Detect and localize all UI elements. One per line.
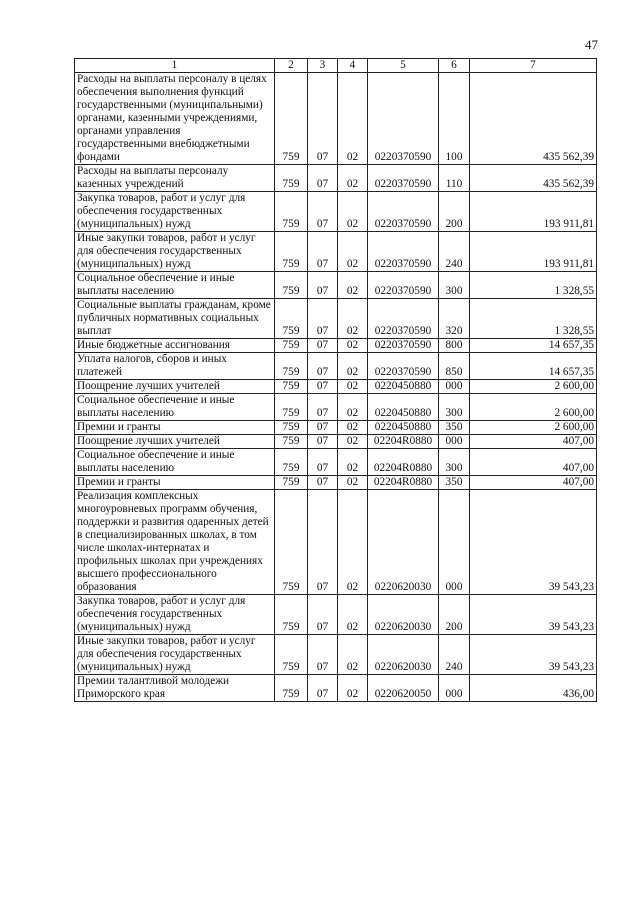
target-article-cell: 0220450880 bbox=[368, 421, 439, 435]
row-name-cell: Премии и гранты bbox=[75, 421, 275, 435]
section-cell: 07 bbox=[308, 449, 338, 476]
code-cell: 759 bbox=[275, 675, 308, 702]
expense-type-cell: 110 bbox=[439, 165, 470, 192]
row-name-cell: Социальное обеспечение и иные выплаты населению bbox=[75, 272, 275, 299]
row-name-cell: Реализация комплексных многоуровневых программ обучения, поддержки и развития одаренных детей в специализированных школах, в том числе школах-интернатах и профильных школах при учреждениях высшего профессионального образования bbox=[75, 490, 275, 595]
table-header-row bbox=[75, 59, 597, 73]
subsection-cell: 02 bbox=[338, 421, 368, 435]
code-cell: 759 bbox=[275, 272, 308, 299]
expense-type-cell: 800 bbox=[439, 339, 470, 353]
target-article-cell: 0220450880 bbox=[368, 394, 439, 421]
subsection-cell: 02 bbox=[338, 449, 368, 476]
section-cell: 07 bbox=[308, 353, 338, 380]
expense-type-cell: 350 bbox=[439, 476, 470, 490]
table-row bbox=[75, 595, 597, 635]
subsection-cell: 02 bbox=[338, 165, 368, 192]
table-body bbox=[75, 73, 597, 702]
expense-type-cell: 200 bbox=[439, 595, 470, 635]
table-row bbox=[75, 299, 597, 339]
target-article-cell: 0220620030 bbox=[368, 595, 439, 635]
section-cell: 07 bbox=[308, 73, 338, 165]
page-number: 47 bbox=[585, 37, 598, 52]
table-row bbox=[75, 165, 597, 192]
target-article-cell: 0220370590 bbox=[368, 73, 439, 165]
table-row bbox=[75, 339, 597, 353]
target-article-cell: 0220620030 bbox=[368, 490, 439, 595]
amount-cell: 407,00 bbox=[470, 435, 597, 449]
subsection-cell: 02 bbox=[338, 394, 368, 421]
section-cell: 07 bbox=[308, 272, 338, 299]
code-cell: 759 bbox=[275, 595, 308, 635]
table-row bbox=[75, 635, 597, 675]
subsection-cell: 02 bbox=[338, 490, 368, 595]
target-article-cell: 0220370590 bbox=[368, 353, 439, 380]
row-name-cell: Расходы на выплаты персоналу казенных учреждений bbox=[75, 165, 275, 192]
subsection-cell: 02 bbox=[338, 353, 368, 380]
amount-cell: 39 543,23 bbox=[470, 490, 597, 595]
subsection-cell: 02 bbox=[338, 675, 368, 702]
row-name-cell: Закупка товаров, работ и услуг для обеспечения государственных (муниципальных) нужд bbox=[75, 595, 275, 635]
expense-type-cell: 240 bbox=[439, 232, 470, 272]
section-cell: 07 bbox=[308, 165, 338, 192]
amount-cell: 2 600,00 bbox=[470, 394, 597, 421]
table-row bbox=[75, 449, 597, 476]
code-cell: 759 bbox=[275, 380, 308, 394]
row-name-cell: Иные закупки товаров, работ и услуг для обеспечения государственных (муниципальных) нужд bbox=[75, 232, 275, 272]
row-name-cell: Иные закупки товаров, работ и услуг для обеспечения государственных (муниципальных) нужд bbox=[75, 635, 275, 675]
amount-cell: 435 562,39 bbox=[470, 73, 597, 165]
expense-type-cell: 000 bbox=[439, 380, 470, 394]
row-name-cell: Премии талантливой молодежи Приморского края bbox=[75, 675, 275, 702]
row-name-cell: Расходы на выплаты персоналу в целях обеспечения выполнения функций государственными (муниципальными) органами, казенными учреждениями, органами управления государственными внебюджетными фондами bbox=[75, 73, 275, 165]
section-cell: 07 bbox=[308, 299, 338, 339]
row-name-cell: Уплата налогов, сборов и иных платежей bbox=[75, 353, 275, 380]
section-cell: 07 bbox=[308, 394, 338, 421]
code-cell: 759 bbox=[275, 299, 308, 339]
column-header: 2 bbox=[275, 59, 308, 73]
target-article-cell: 0220450880 bbox=[368, 380, 439, 394]
target-article-cell: 0220370590 bbox=[368, 165, 439, 192]
subsection-cell: 02 bbox=[338, 339, 368, 353]
expense-type-cell: 200 bbox=[439, 192, 470, 232]
expense-type-cell: 320 bbox=[439, 299, 470, 339]
amount-cell: 407,00 bbox=[470, 449, 597, 476]
subsection-cell: 02 bbox=[338, 73, 368, 165]
target-article-cell: 02204R0880 bbox=[368, 449, 439, 476]
expense-type-cell: 100 bbox=[439, 73, 470, 165]
code-cell: 759 bbox=[275, 165, 308, 192]
table-row bbox=[75, 394, 597, 421]
subsection-cell: 02 bbox=[338, 272, 368, 299]
amount-cell: 39 543,23 bbox=[470, 595, 597, 635]
budget-table bbox=[74, 58, 597, 702]
amount-cell: 435 562,39 bbox=[470, 165, 597, 192]
table-row bbox=[75, 421, 597, 435]
column-header: 7 bbox=[470, 59, 597, 73]
code-cell: 759 bbox=[275, 192, 308, 232]
row-name-cell: Премии и гранты bbox=[75, 476, 275, 490]
target-article-cell: 0220370590 bbox=[368, 339, 439, 353]
column-header: 1 bbox=[75, 59, 275, 73]
expense-type-cell: 000 bbox=[439, 675, 470, 702]
table-row bbox=[75, 353, 597, 380]
row-name-cell: Социальное обеспечение и иные выплаты населению bbox=[75, 394, 275, 421]
table-row bbox=[75, 435, 597, 449]
expense-type-cell: 000 bbox=[439, 435, 470, 449]
amount-cell: 407,00 bbox=[470, 476, 597, 490]
section-cell: 07 bbox=[308, 232, 338, 272]
code-cell: 759 bbox=[275, 394, 308, 421]
expense-type-cell: 000 bbox=[439, 490, 470, 595]
row-name-cell: Социальное обеспечение и иные выплаты населению bbox=[75, 449, 275, 476]
section-cell: 07 bbox=[308, 192, 338, 232]
code-cell: 759 bbox=[275, 353, 308, 380]
amount-cell: 193 911,81 bbox=[470, 232, 597, 272]
expense-type-cell: 350 bbox=[439, 421, 470, 435]
column-header: 5 bbox=[368, 59, 439, 73]
column-header: 3 bbox=[308, 59, 338, 73]
code-cell: 759 bbox=[275, 421, 308, 435]
code-cell: 759 bbox=[275, 449, 308, 476]
target-article-cell: 0220620030 bbox=[368, 635, 439, 675]
section-cell: 07 bbox=[308, 339, 338, 353]
section-cell: 07 bbox=[308, 490, 338, 595]
target-article-cell: 0220620050 bbox=[368, 675, 439, 702]
code-cell: 759 bbox=[275, 232, 308, 272]
table-row bbox=[75, 73, 597, 165]
table-row bbox=[75, 192, 597, 232]
expense-type-cell: 300 bbox=[439, 272, 470, 299]
amount-cell: 2 600,00 bbox=[470, 380, 597, 394]
target-article-cell: 0220370590 bbox=[368, 299, 439, 339]
expense-type-cell: 300 bbox=[439, 449, 470, 476]
expense-type-cell: 850 bbox=[439, 353, 470, 380]
amount-cell: 193 911,81 bbox=[470, 192, 597, 232]
target-article-cell: 02204R0880 bbox=[368, 435, 439, 449]
code-cell: 759 bbox=[275, 73, 308, 165]
amount-cell: 1 328,55 bbox=[470, 299, 597, 339]
subsection-cell: 02 bbox=[338, 635, 368, 675]
code-cell: 759 bbox=[275, 339, 308, 353]
row-name-cell: Иные бюджетные ассигнования bbox=[75, 339, 275, 353]
subsection-cell: 02 bbox=[338, 476, 368, 490]
target-article-cell: 0220370590 bbox=[368, 192, 439, 232]
section-cell: 07 bbox=[308, 595, 338, 635]
row-name-cell: Социальные выплаты гражданам, кроме публичных нормативных социальных выплат bbox=[75, 299, 275, 339]
row-name-cell: Закупка товаров, работ и услуг для обеспечения государственных (муниципальных) нужд bbox=[75, 192, 275, 232]
target-article-cell: 0220370590 bbox=[368, 232, 439, 272]
subsection-cell: 02 bbox=[338, 380, 368, 394]
amount-cell: 39 543,23 bbox=[470, 635, 597, 675]
target-article-cell: 0220370590 bbox=[368, 272, 439, 299]
table-row bbox=[75, 490, 597, 595]
row-name-cell: Поощрение лучших учителей bbox=[75, 380, 275, 394]
table-row bbox=[75, 675, 597, 702]
table-row bbox=[75, 232, 597, 272]
amount-cell: 1 328,55 bbox=[470, 272, 597, 299]
subsection-cell: 02 bbox=[338, 192, 368, 232]
subsection-cell: 02 bbox=[338, 595, 368, 635]
section-cell: 07 bbox=[308, 635, 338, 675]
subsection-cell: 02 bbox=[338, 232, 368, 272]
section-cell: 07 bbox=[308, 435, 338, 449]
amount-cell: 14 657,35 bbox=[470, 339, 597, 353]
expense-type-cell: 300 bbox=[439, 394, 470, 421]
table-row bbox=[75, 476, 597, 490]
column-header: 4 bbox=[338, 59, 368, 73]
row-name-cell: Поощрение лучших учителей bbox=[75, 435, 275, 449]
section-cell: 07 bbox=[308, 421, 338, 435]
amount-cell: 436,00 bbox=[470, 675, 597, 702]
code-cell: 759 bbox=[275, 476, 308, 490]
amount-cell: 2 600,00 bbox=[470, 421, 597, 435]
expense-type-cell: 240 bbox=[439, 635, 470, 675]
table-row bbox=[75, 272, 597, 299]
code-cell: 759 bbox=[275, 635, 308, 675]
code-cell: 759 bbox=[275, 435, 308, 449]
table-row bbox=[75, 380, 597, 394]
subsection-cell: 02 bbox=[338, 299, 368, 339]
section-cell: 07 bbox=[308, 380, 338, 394]
subsection-cell: 02 bbox=[338, 435, 368, 449]
section-cell: 07 bbox=[308, 476, 338, 490]
code-cell: 759 bbox=[275, 490, 308, 595]
target-article-cell: 02204R0880 bbox=[368, 476, 439, 490]
section-cell: 07 bbox=[308, 675, 338, 702]
column-header: 6 bbox=[439, 59, 470, 73]
amount-cell: 14 657,35 bbox=[470, 353, 597, 380]
